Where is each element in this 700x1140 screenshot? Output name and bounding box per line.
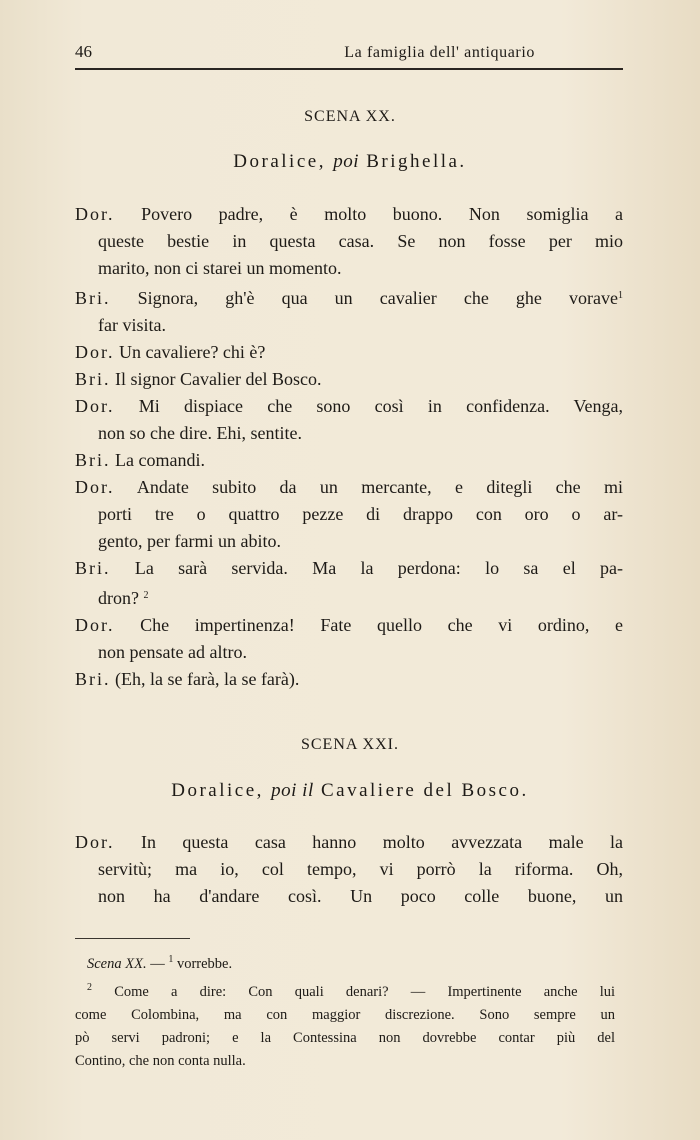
scene-heading-xx: SCENA XX.	[304, 108, 396, 125]
speaker-label: Bri.	[75, 669, 111, 689]
scene-characters-xx	[0, 151, 700, 173]
speech	[75, 447, 623, 474]
scene-characters-xxi	[0, 780, 700, 802]
speech-line: Signora, gh'è qua un cavalier che ghe vorave	[137, 288, 618, 308]
footnote-ref[interactable]: 2	[143, 590, 149, 601]
speaker-label: Dor.	[75, 615, 115, 635]
footnote-text: vorrebbe.	[176, 956, 233, 972]
speech	[75, 555, 623, 612]
speaker-label: Bri.	[75, 369, 111, 389]
speech-line: porti tre o quattro pezze di drappo con oro o ar-	[98, 504, 623, 524]
page-number: 46	[75, 42, 92, 61]
speaker-label: Dor.	[75, 832, 115, 852]
footnote-marker: 2	[87, 982, 92, 993]
running-head	[75, 42, 620, 66]
speech-line: Il signor Cavalier del Bosco.	[115, 369, 322, 389]
footnote-text: Come a dire: Con quali denari? — Impertinente anche lui	[114, 984, 615, 1000]
character-name: Brighella.	[366, 151, 467, 172]
footnote-text: come Colombina, ma con maggior discrezione. Sono sempre un	[75, 1007, 615, 1023]
footnote-text: pò servi padroni; e la Contessina non dovrebbe contar più del	[75, 1030, 615, 1046]
speaker-label: Dor.	[75, 396, 115, 416]
speech-line: Un cavaliere? chi è?	[119, 342, 266, 362]
footnote-rule	[75, 938, 190, 939]
speech-line: non pensate ad altro.	[98, 642, 247, 662]
speech-line: Mi dispiace che sono così in confidenza. Venga,	[138, 396, 624, 416]
speech-line: dron?	[98, 588, 139, 608]
speech	[75, 666, 623, 693]
running-title: La famiglia dell' antiquario	[344, 44, 535, 61]
footnote-marker: 1	[168, 954, 174, 965]
speech	[75, 339, 623, 366]
speech-line: Che impertinenza! Fate quello che vi ordino, e	[140, 615, 624, 635]
speech	[75, 612, 623, 666]
dialogue-scene-xx	[75, 201, 623, 693]
speech	[75, 282, 623, 339]
character-name: Doralice,	[233, 151, 326, 172]
header-rule	[75, 68, 623, 70]
speech-line: far visita.	[98, 315, 166, 335]
speaker-label: Dor.	[75, 477, 115, 497]
speech-line: Povero padre, è molto buono. Non somiglia a	[141, 204, 624, 224]
speech	[75, 829, 623, 910]
character-name: Doralice,	[171, 780, 264, 801]
speaker-label: Dor.	[75, 342, 115, 362]
dialogue-scene-xxi	[75, 829, 623, 910]
speaker-label: Dor.	[75, 204, 115, 224]
speech	[75, 474, 623, 555]
speech-line: marito, non ci starei un momento.	[98, 258, 342, 278]
speech-line: non ha d'andare così. Un poco colle buone, un	[98, 886, 623, 906]
speech-line: (Eh, la se farà, la se farà).	[115, 669, 300, 689]
speech-line: Andate subito da un mercante, e ditegli che mi	[136, 477, 623, 497]
speaker-label: Bri.	[75, 288, 111, 308]
speech	[75, 393, 623, 447]
footnotes	[75, 948, 615, 1073]
footnote-text: Contino, che non conta nulla.	[75, 1053, 246, 1069]
speech-line: non so che dire. Ehi, sentite.	[98, 423, 302, 443]
speech-line: queste bestie in questa casa. Se non fosse per mio	[98, 231, 623, 251]
speech	[75, 201, 623, 282]
speech	[75, 366, 623, 393]
footnote-2	[75, 976, 615, 1004]
footnote-ref[interactable]: 1	[618, 290, 623, 301]
character-connector: poi	[333, 151, 359, 172]
speech-line: La sarà servida. Ma la perdona: lo sa el pa-	[134, 558, 623, 578]
speaker-label: Bri.	[75, 558, 111, 578]
scene-heading-xxi: SCENA XXI.	[300, 736, 399, 753]
speech-line: In questa casa hanno molto avvezzata male la	[140, 832, 624, 852]
footnote-scene-ref: Scena XX.	[87, 956, 147, 972]
character-name: Cavaliere del Bosco.	[320, 780, 529, 801]
character-connector: poi il	[271, 780, 314, 801]
footnote-1: Scena XX. — $^1$ vorrebbe.	[87, 954, 233, 972]
speech-line: La comandi.	[115, 450, 205, 470]
speech-line: servitù; ma io, col tempo, vi porrò la riforma. Oh,	[98, 859, 623, 879]
speaker-label: Bri.	[75, 450, 111, 470]
speech-line: gento, per farmi un abito.	[98, 531, 281, 551]
